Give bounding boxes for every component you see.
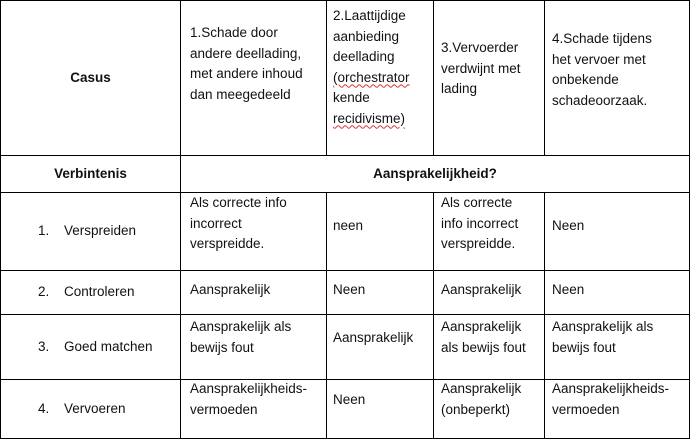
obligation-goed-matchen [38, 315, 178, 379]
cell-line: Als correcte info [190, 195, 287, 210]
cell-line: bewijs fout [190, 339, 254, 355]
obligation-name: Vervoeren [64, 400, 126, 416]
grid-line [544, 192, 545, 439]
case-2-line: aanbieding [333, 28, 400, 44]
row-4-case-3 [441, 379, 543, 420]
case-4-line: 4.Schade tijdens [552, 31, 652, 46]
verbintenis-header [1, 156, 180, 192]
case-1-line: dan meegedeeld [190, 86, 291, 102]
cell-line: info incorrect [441, 215, 519, 231]
grid-line [544, 0, 545, 155]
row-3-case-1 [190, 317, 325, 358]
obligation-number: 4. [38, 400, 50, 416]
case-3-header [441, 38, 543, 100]
aansprakelijkheid-header [181, 156, 689, 192]
row-1-case-4 [552, 216, 688, 237]
row-3-case-3 [441, 317, 543, 358]
obligation-verspreiden [38, 193, 178, 270]
row-4-case-1 [190, 379, 325, 420]
cell-line: Neen [333, 392, 366, 407]
casus-label: Casus [70, 69, 111, 85]
row-2-case-3 [441, 280, 543, 301]
cell-line: Neen [552, 218, 585, 233]
grid-line [326, 192, 327, 439]
cell-line: Neen [552, 282, 585, 297]
case-1-line: 1.Schade door [190, 25, 278, 40]
row-4-case-4 [552, 379, 688, 420]
cell-line: incorrect [190, 215, 242, 231]
row-3-case-4 [552, 317, 688, 358]
obligation-controleren [38, 271, 178, 314]
case-3-line: 3.Vervoerder [441, 40, 519, 55]
row-2-case-1 [190, 280, 325, 301]
casus-header [1, 1, 180, 155]
case-2-header [333, 6, 432, 129]
verbintenis-label: Verbintenis [54, 165, 127, 181]
row-2-case-4 [552, 280, 688, 301]
case-3-line: verdwijnt met [441, 60, 521, 76]
obligation-number: 2. [38, 284, 50, 300]
cell-line: (onbeperkt) [441, 401, 511, 417]
row-1-case-1 [190, 193, 325, 255]
grid-line [433, 0, 434, 155]
row-1-case-2 [333, 216, 432, 237]
cell-line: verspreidde. [190, 236, 265, 251]
case-2-line: (orchestrator [333, 69, 410, 85]
cell-line: neen [333, 218, 364, 233]
case-3-line: lading [441, 81, 478, 96]
case-4-line: schadeoorzaak. [552, 92, 648, 108]
case-1-line: met andere inhoud [190, 66, 303, 81]
obligation-number: 3. [38, 338, 50, 354]
obligation-name: Goed matchen [64, 338, 153, 354]
cell-line: Aansprakelijk [441, 381, 522, 396]
case-2-line: recidivisme) [333, 110, 406, 126]
cell-line: vermoeden [552, 401, 620, 417]
case-4-header [552, 29, 688, 111]
grid-line [326, 0, 327, 155]
aansprakelijkheid-label: Aansprakelijkheid? [373, 165, 497, 181]
grid-line [433, 192, 434, 439]
cell-line: bewijs fout [552, 339, 616, 355]
row-2-case-2 [333, 280, 432, 301]
row-4-case-2 [333, 390, 432, 411]
cell-line: Aansprakelijk [441, 282, 522, 297]
cell-line: Aansprakelijk als [552, 319, 654, 334]
obligation-number: 1. [38, 223, 50, 239]
row-1-case-3 [441, 193, 543, 255]
case-1-line: andere deellading, [190, 45, 302, 61]
cell-line: Aansprakelijk [333, 330, 414, 345]
case-2-line: 2.Laattijdige [333, 8, 406, 23]
cell-line: Aansprakelijk [190, 282, 271, 297]
obligation-name: Verspreiden [64, 223, 137, 239]
row-3-case-2 [333, 328, 432, 349]
cell-line: Als correcte [441, 195, 513, 210]
cell-line: Aansprakelijk [441, 319, 522, 334]
obligation-name: Controleren [64, 284, 135, 300]
cell-line: vermoeden [190, 401, 258, 417]
obligation-vervoeren [38, 380, 178, 438]
cell-line: Aansprakelijkheids- [190, 381, 308, 396]
case-2-line: kende [333, 90, 370, 105]
grid-line [180, 0, 181, 439]
cell-line: verspreidde. [441, 236, 516, 251]
case-4-line: het vervoer met [552, 51, 646, 67]
case-4-line: onbekende [552, 72, 619, 87]
cell-line: Neen [333, 282, 366, 297]
cell-line: Aansprakelijk als [190, 319, 292, 334]
cell-line: als bewijs fout [441, 339, 526, 355]
case-2-line: deellading [333, 49, 395, 64]
cell-line: Aansprakelijkheids- [552, 381, 670, 396]
case-1-header [190, 23, 324, 105]
